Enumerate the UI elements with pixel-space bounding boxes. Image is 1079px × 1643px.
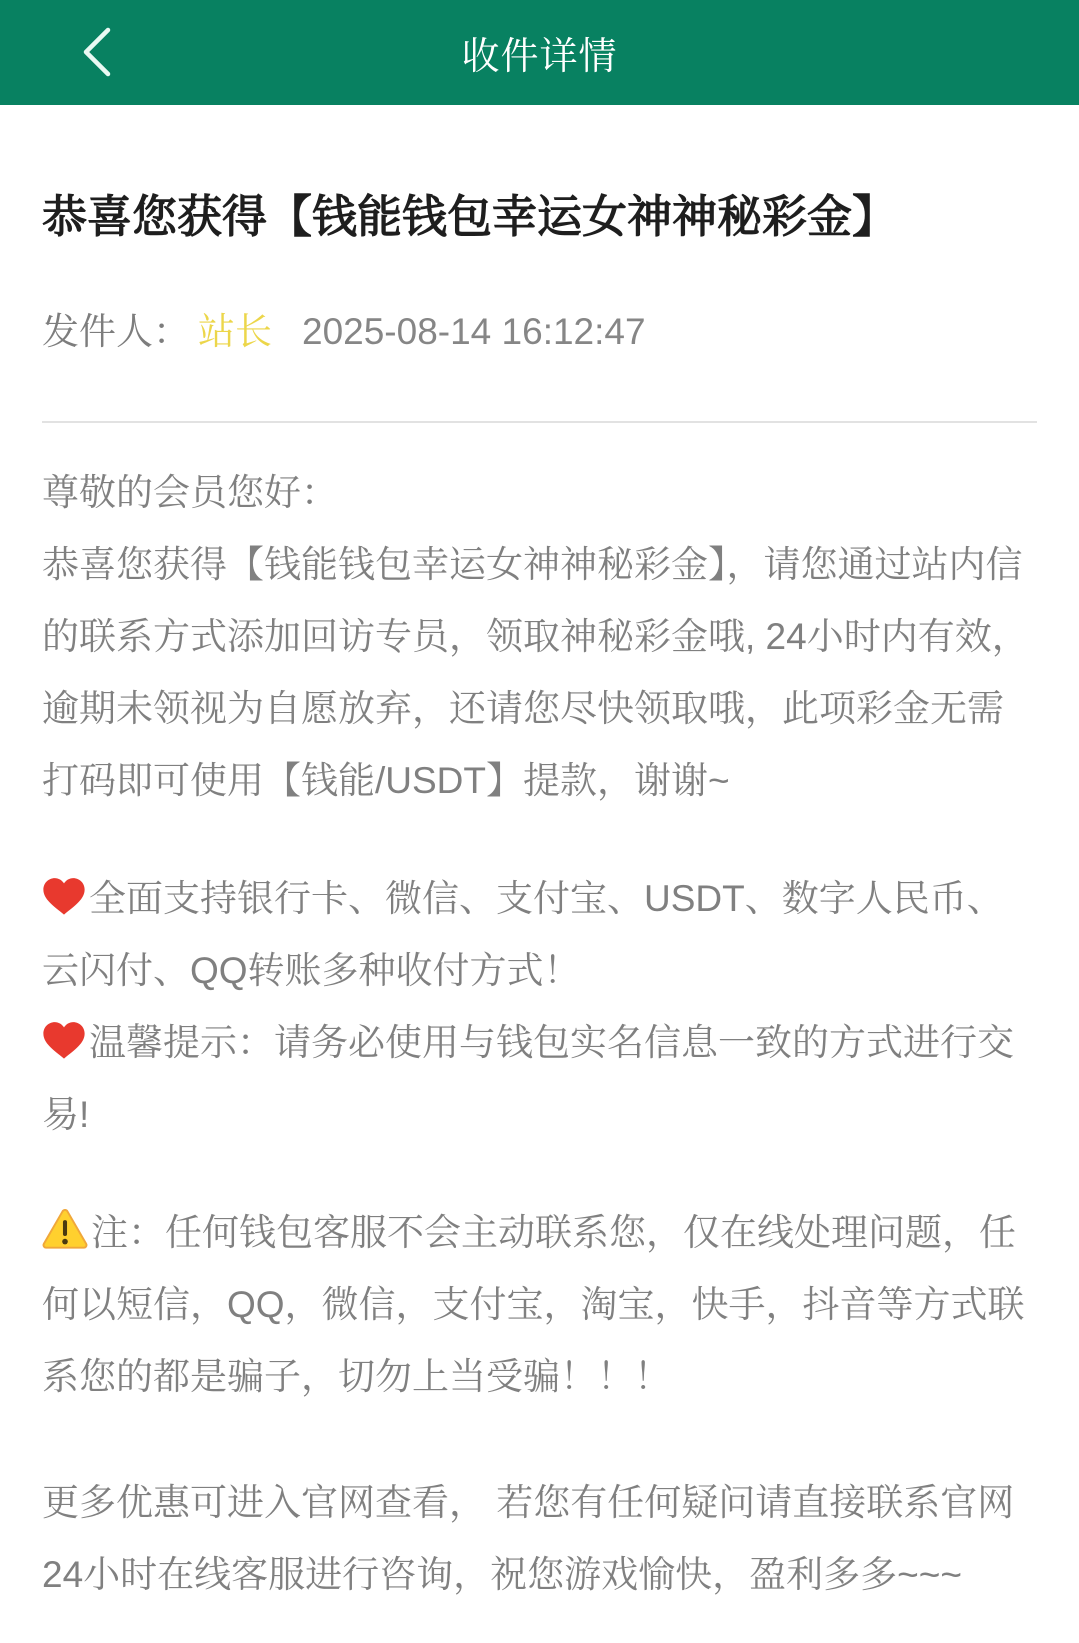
mail-subject: 恭喜您获得【钱能钱包幸运女神神秘彩金】 [42,191,898,242]
sender-label: 发件人： [42,311,190,353]
page-title: 收件详情 [461,36,618,78]
payment-text: 全面支持银行卡、微信、支付宝、USDT、数字人民币、云闪付、QQ转账多种收付方式！ [42,878,1004,992]
back-button[interactable] [62,10,132,94]
heart-icon [42,876,86,916]
paragraph-footer [42,1467,1037,1611]
tip-text: 温馨提示：请务必使用与钱包实名信息一致的方式进行交易! [42,1022,1014,1136]
paragraph-payment-tip [42,863,1037,1151]
mail-content [0,189,1079,1611]
sender-row [42,301,1037,355]
mail-datetime: 2025-08-14 16:12:47 [302,311,646,353]
mail-body [42,457,1037,1611]
chevron-left-icon [79,26,113,78]
body-text: 恭喜您获得【钱能钱包幸运女神神秘彩金】，请您通过站内信的联系方式添加回访专员，领取神秘彩金哦, 24小时内有效，逾期未领视为自愿放弃，还请您尽快领取哦，此项彩金无需打码即可使用【钱能/USDT】提款，谢谢~ [42,544,1029,802]
greeting-text: 尊敬的会员您好： [42,472,338,514]
warning-text: 注：任何钱包客服不会主动联系您，仅在线处理问题，任何以短信，QQ，微信，支付宝，淘宝，快手，抖音等方式联系您的都是骗子，切勿上当受骗！！！ [42,1212,1025,1398]
paragraph-greeting-body [42,457,1037,817]
paragraph-warning [42,1197,1037,1413]
footer-text: 更多优惠可进入官网查看， 若您有任何疑问请直接联系官网24小时在线客服进行咨询，祝您游戏愉快，盈利多多~~~ [42,1482,1015,1596]
app-header [0,0,1079,105]
warning-icon [42,1208,88,1250]
divider [42,421,1037,423]
sender-name: 站长 [198,311,272,353]
heart-icon [42,1020,86,1060]
